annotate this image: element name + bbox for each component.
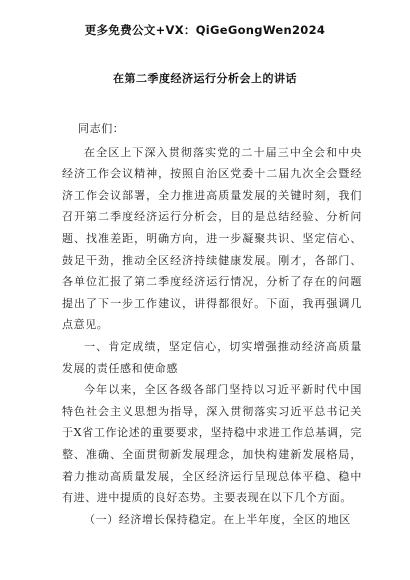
watermark-text: 更多免费公文+VX：QiGeGongWen2024 [84, 23, 326, 37]
paragraph-achievements: 今年以来，全区各级各部门坚持以习近平新时代中国特色社会主义思想为指导，深入贯彻落实习近平总书记关于X省工作论述的重要要求，坚持稳中求进工作总基调，完整、准确、全面贯彻新发展理念，加快构建新发展格局，着力推动高质量发展，全区经济运行呈现总体平稳、稳中有进、进中提质的良好态势。主要表现在以下几个方面。 [62, 383, 362, 505]
section-heading-1: 一、肯定成绩，坚定信心，切实增强推动经济高质量发展的责任感和使命感 [62, 339, 362, 375]
document-body [62, 118, 362, 530]
subheading-growth: （一）经济增长保持稳定。在上半年度，全区的地区 [84, 512, 351, 526]
document-title: 在第二季度经济运行分析会上的讲话 [113, 72, 297, 85]
paragraph-intro: 在全区上下深入贯彻落实党的二十届三中全会和中央经济工作会议精神，按照自治区党委十二届九次全会暨经济工作会议部署，全力推进高质量发展的关键时刻，我们召开第二季度经济运行分析会，目的是总结经验、分析问题、找准差距，明确方向，进一步凝聚共识、坚定信心、鼓足干劲，推动全区经济持续健康发展。刚才，各部门、各单位汇报了第二季度经济运行情况，分析了存在的问题提出了下一步工作建议，讲得都很好。下面，我再强调几点意见。 [62, 145, 362, 332]
salutation: 同志们： [78, 122, 125, 135]
